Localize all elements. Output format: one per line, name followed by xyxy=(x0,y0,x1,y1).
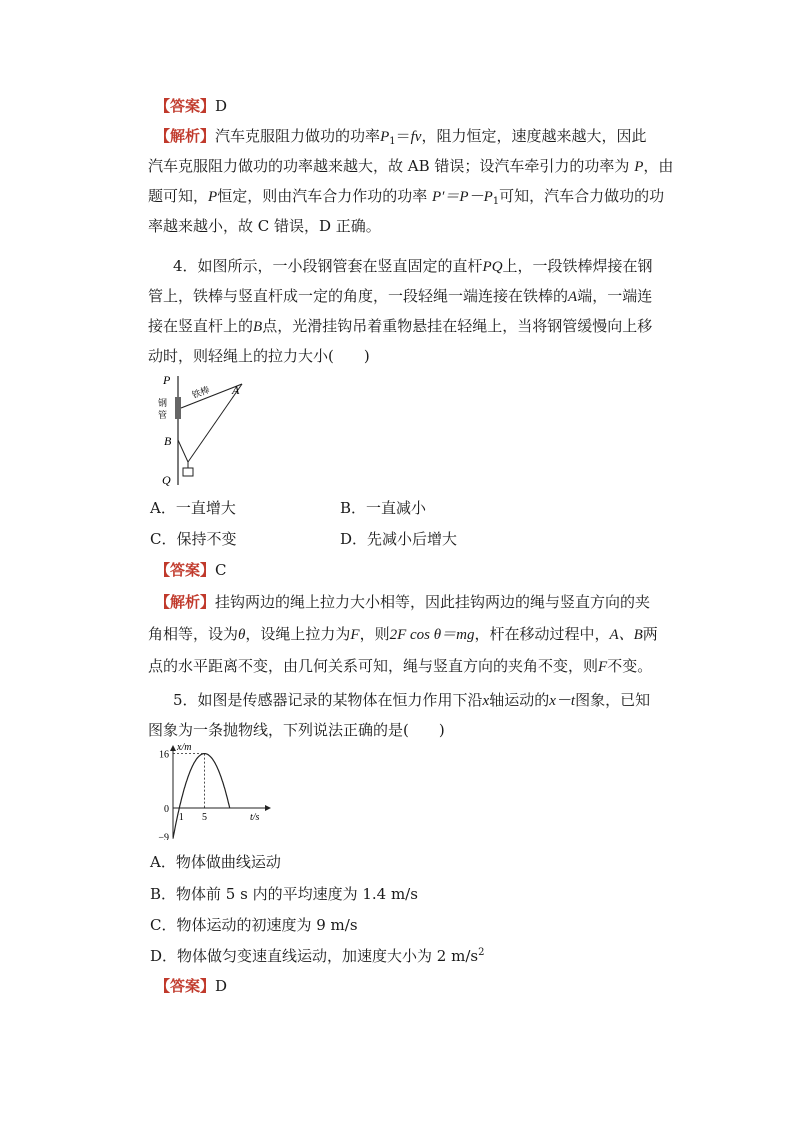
option-c: C．物体运动的初速度为 9 m/s xyxy=(150,916,358,934)
solution-label: 解析 xyxy=(170,593,201,611)
answer-label: 答案 xyxy=(170,97,201,115)
option-c: C．保持不变 xyxy=(150,530,237,548)
answer-label: 答案 xyxy=(170,977,201,995)
label-Q: Q xyxy=(162,473,171,487)
answer-value: D xyxy=(215,977,228,995)
answer-value: D xyxy=(215,97,228,115)
weight xyxy=(183,468,193,476)
label-tube-1: 钢 xyxy=(158,398,168,408)
question-5-line-2: 图象为一条抛物线，下列说法正确的是( ) xyxy=(148,721,445,739)
solution-2-line-1: 【解析】挂钩两边的绳上拉力大小相等，因此挂钩两边的绳与竖直方向的夹 xyxy=(155,593,651,611)
parabola-curve xyxy=(173,754,230,839)
option-a: A．物体做曲线运动 xyxy=(150,853,281,871)
question-4-line-1: 4．如图所示，一小段钢管套在竖直固定的直杆PQ上，一段铁棒焊接在钢 xyxy=(173,257,653,275)
label-iron-rod: 铁棒 xyxy=(190,384,212,401)
solution-2-line-2: 角相等，设为θ，设绳上拉力为F，则2F cos θ＝mg，杆在移动过程中，A、B两 xyxy=(148,625,658,643)
solution-1-line-3: 题可知，P恒定，则由汽车合力作功的功率 $P'=P-P_1$可知，汽车合力做功的功 xyxy=(148,187,665,207)
answer-3: 【答案】D xyxy=(155,977,228,995)
rope-left xyxy=(178,440,188,462)
solution-1-line-4: 率越来越小，故 C 错误，D 正确。 xyxy=(148,217,381,235)
label-B: B xyxy=(164,434,172,448)
label-A: A xyxy=(232,383,240,397)
y-axis-label: x/m xyxy=(177,742,192,753)
label-P: P xyxy=(163,373,171,387)
question-5-line-1: 5．如图是传感器记录的某物体在恒力作用下沿x轴运动的x－t图象，已知 xyxy=(173,691,651,709)
question-4-line-2: 管上，铁棒与竖直杆成一定的角度，一段轻绳一端连接在铁棒的A端，一端连 xyxy=(148,287,653,305)
solution-1-line-1: 【解析】汽车克服阻力做功的功率$P_1=fv$，阻力恒定，速度越来越大，因此 xyxy=(155,127,647,147)
solution-2-line-3: 点的水平距离不变，由几何关系可知，绳与竖直方向的夹角不变，则F不变。 xyxy=(148,657,653,675)
question-4-line-4: 动时，则轻绳上的拉力大小( ) xyxy=(148,347,370,365)
answer-label: 答案 xyxy=(170,561,201,579)
option-b: B．物体前 5 s 内的平均速度为 1.4 m/s xyxy=(150,885,418,903)
x-t-graph xyxy=(146,740,276,840)
y-tick-neg9: −9 xyxy=(158,832,169,840)
question-4-line-3: 接在竖直杆上的B点，光滑挂钩吊着重物悬挂在轻绳上，当将钢管缓慢向上移 xyxy=(148,317,653,335)
option-b: B．一直减小 xyxy=(340,499,427,517)
solution-label: 解析 xyxy=(170,127,201,145)
option-a: A．一直增大 xyxy=(150,499,236,517)
label-tube-2: 管 xyxy=(158,410,168,420)
option-d: D．先减小后增大 xyxy=(340,530,458,548)
steel-tube xyxy=(175,397,181,419)
solution-1-line-2: 汽车克服阻力做功的功率越来越大，故 AB 错误；设汽车牵引力的功率为 P，由 xyxy=(148,157,674,175)
rod-diagram xyxy=(150,370,260,490)
x-tick-5: 5 xyxy=(202,812,207,823)
answer-1: 【答案】D xyxy=(155,97,228,115)
answer-2: 【答案】C xyxy=(155,561,227,579)
answer-value: C xyxy=(215,561,227,579)
x-tick-1: 1 xyxy=(178,812,184,823)
y-tick-16: 16 xyxy=(159,749,169,761)
y-tick-0: 0 xyxy=(164,804,169,815)
x-axis-label: t/s xyxy=(250,812,260,823)
option-d: D．物体做匀变速直线运动，加速度大小为 2 $m/s^2$ xyxy=(150,947,485,965)
